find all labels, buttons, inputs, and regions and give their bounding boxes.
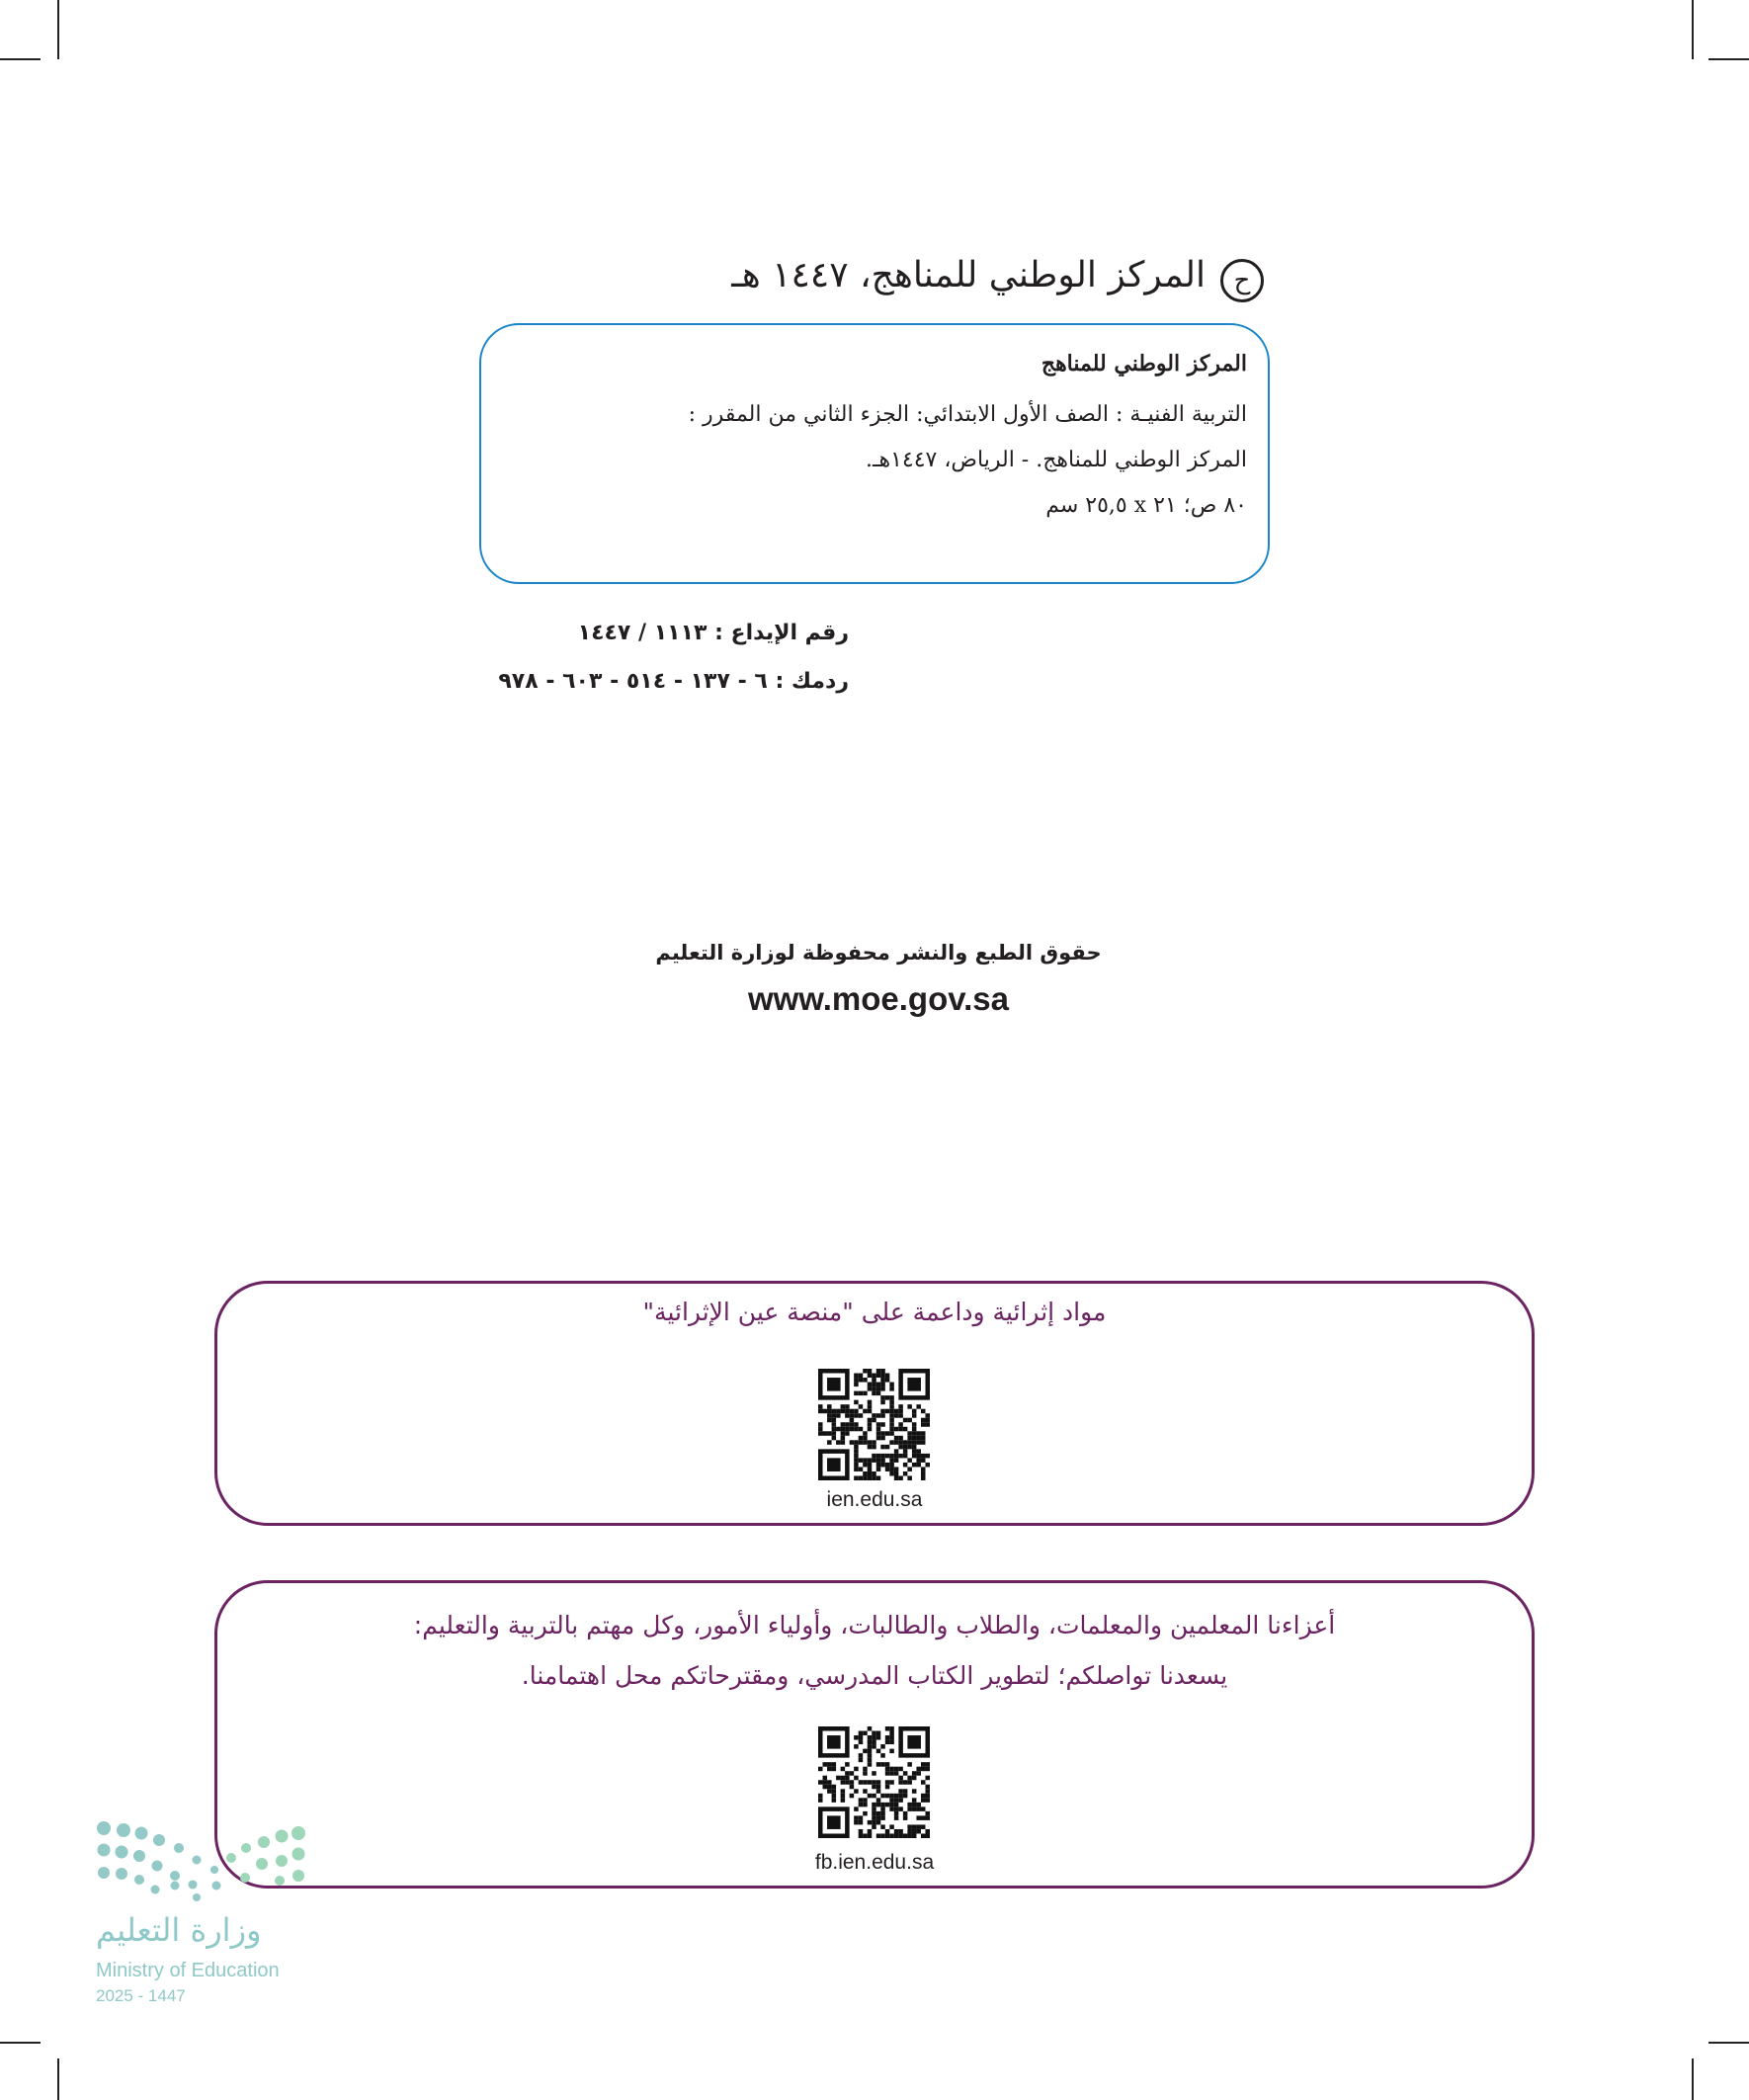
logo-dot [98,1867,110,1879]
logo-arabic: وزارة التعليم [96,1911,262,1949]
logo-english: Ministry of Education [96,1960,280,1981]
logo-dot [276,1830,289,1843]
enrichment-text: مواد إثرائية وداعمة على "منصة عين الإثرائية" [642,1298,1107,1326]
isbn: ردمك : ٦ - ١٣٧ - ٥١٤ - ٦٠٣ - ٩٧٨ [498,669,849,694]
crop-mark [1708,2042,1749,2044]
qr-code-icon[interactable] [818,1726,930,1838]
rights-notice: حقوق الطبع والنشر محفوظة لوزارة التعليم [655,941,1102,965]
logo-dot [226,1853,236,1863]
logo-dot [292,1848,305,1861]
crop-mark [57,2058,59,2100]
logo-dot [151,1886,160,1894]
crop-mark [1692,0,1694,59]
catalog-line: ٨٠ ص؛ ٢١ x ٢٥,٥ سم [1045,493,1247,518]
logo-dot [212,1882,221,1890]
logo-dot [210,1866,218,1874]
logo-dot [258,1836,270,1848]
logo-dot [135,1827,148,1840]
logo-dot [133,1850,145,1862]
logo-dot [174,1843,184,1853]
logo-dot [193,1893,201,1901]
logo-year: 2025 - 1447 [96,1986,186,2005]
logo-dot [152,1861,163,1872]
logo-dot [189,1881,198,1890]
logo-dot [193,1856,202,1865]
logo-dot [256,1858,268,1870]
crop-mark [0,58,41,60]
feedback-line-2: يسعدنا تواصلكم؛ لتطوير الكتاب المدرسي، ومقترحاتكم محل اهتمامنا. [521,1661,1228,1690]
logo-dot [116,1868,127,1880]
moe-url-link[interactable]: www.moe.gov.sa [747,980,1010,1017]
logo-dot [170,1871,180,1881]
ministry-logo-dots-icon [94,1818,316,1902]
copyright-circle-icon [1220,259,1264,302]
ien-link[interactable]: ien.edu.sa [826,1488,923,1511]
logo-dot [98,1844,111,1857]
fb-ien-link[interactable]: fb.ien.edu.sa [814,1851,935,1874]
logo-dot [134,1875,144,1885]
qr-code-icon[interactable] [818,1369,930,1480]
crop-mark [0,2042,41,2044]
logo-dot [241,1843,251,1853]
crop-mark [57,0,59,59]
copyright-symbol: ح [1233,266,1251,295]
logo-dot [275,1876,285,1886]
page-title: المركز الوطني للمناهج، ١٤٤٧ هـ [731,255,1206,295]
feedback-line-1: أعزاءنا المعلمين والمعلمات، والطلاب والطالبات، وأولياء الأمور، وكل مهتم بالتربية والتعليم: [413,1611,1336,1639]
catalog-line: التربية الفنيـة : الصف الأول الابتدائي: الجزء الثاني من المقرر : [688,402,1247,427]
crop-mark [1708,58,1749,60]
logo-dot [117,1823,130,1837]
logo-dot [116,1846,128,1859]
logo-dot [276,1855,288,1867]
catalog-line: المركز الوطني للمناهج. - الرياض، ١٤٤٧هـ. [866,448,1247,472]
logo-dot [240,1873,250,1883]
logo-dot [292,1870,304,1882]
logo-dot [97,1821,111,1835]
logo-dot [292,1826,305,1840]
deposit-number: رقم الإيداع : ١١١٣ / ١٤٤٧ [577,621,849,645]
crop-mark [1692,2058,1694,2100]
catalog-publisher: المركز الوطني للمناهج [1041,351,1247,377]
logo-dot [153,1834,165,1846]
logo-dot [171,1882,180,1890]
